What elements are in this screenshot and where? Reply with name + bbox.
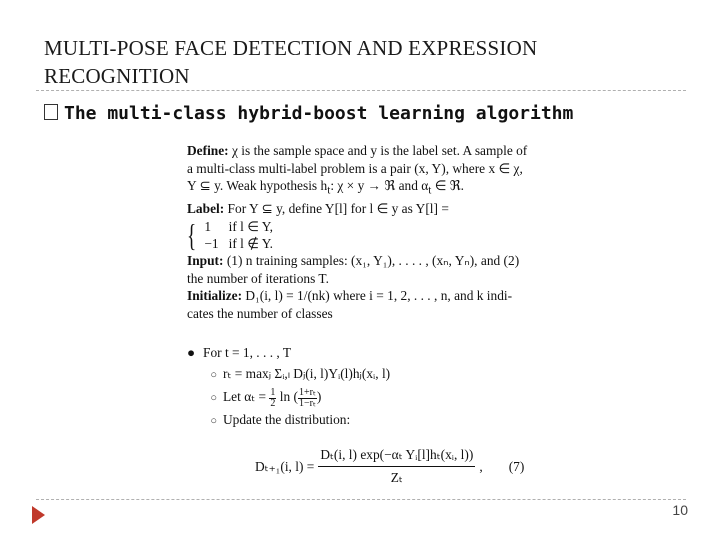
define-line-2: a multi-class multi-label problem is a pair (x, Y), where x ∈ χ, [187, 160, 523, 176]
bullet-item [44, 103, 573, 124]
label-cases [187, 218, 567, 252]
equation-fraction [318, 446, 475, 486]
top-divider [36, 90, 686, 91]
bullet-dot-icon: ● [187, 345, 196, 361]
step-for: ● For t = 1, . . . , T [187, 342, 567, 363]
slide-title [44, 34, 684, 90]
step-update: ○ Update the distribution: [187, 409, 567, 432]
init-line-1: Initialize: D₁(i, l) = 1/(nk) where i = 1, 2, . . . , n, and k indi- [187, 288, 513, 304]
checkbox-bullet-icon [44, 104, 58, 120]
title-line-2: RECOGNITION [44, 64, 190, 88]
define-line-1: Define: χ is the sample space and y is the label set. A sample of [187, 143, 528, 158]
bottom-divider [36, 499, 686, 500]
input-line-1: Input: (1) n training samples: (x₁, Y₁), . . . . , (xₙ, Yₙ), and (2) [187, 253, 520, 269]
init-line-2: cates the number of classes [187, 305, 333, 321]
case-row: 1 if l ∈ Y, [204, 219, 274, 235]
circle-bullet-icon: ○ [210, 415, 217, 428]
title-line-1: MULTI-POSE FACE DETECTION AND EXPRESSION [44, 36, 538, 60]
label-line: Label: For Y ⊆ y, define Y[l] for l ∈ y as Y[l] = [187, 201, 449, 217]
iteration-steps [187, 342, 567, 432]
update-equation: Dₜ₊₁(i, l) = $\frac{\text{Dₜ(i, l) exp(−αₜ Yᵢ[l]hₜ(xᵢ, l))}}{\text{Zₜ}}$ , (7) [255, 447, 525, 486]
step-r: ○ rₜ = maxⱼ Σᵢ,ₗ Dⱼ(i, l)Yᵢ(l)hⱼ(xᵢ, l) [187, 363, 567, 386]
equation-denominator: Zₜ [390, 470, 403, 486]
ratio-fraction: $\frac{\text{1+rₜ}}{\text{1−rₜ}}$ [298, 386, 316, 409]
equation-numerator: Dₜ(i, l) exp(−αₜ Yᵢ[l]hₜ(xᵢ, l)) [318, 446, 475, 467]
equation-lhs: Dₜ₊₁(i, l) = [255, 458, 315, 474]
page-number: 10 [672, 502, 688, 518]
brace-icon: { [187, 217, 197, 254]
case-row: −1 if l ∉ Y. [204, 236, 274, 252]
cases-table [204, 218, 283, 252]
step-alpha: ○ Let αₜ = $\frac{1}{2}$ ln ( $\frac{\text{1+rₜ}}{\text{1−rₜ}}$ ) [187, 386, 567, 409]
bullet-text: The multi-class hybrid-boost learning algorithm [64, 103, 574, 124]
circle-bullet-icon: ○ [210, 369, 217, 382]
input-line-2: the number of iterations T. [187, 270, 329, 286]
equation-number: (7) [508, 458, 525, 474]
define-line-3: Y ⊆ y. Weak hypothesis $h_t$: χ × y → ℜ and $\alpha_t$ ∈ ℜ. [187, 178, 465, 197]
algorithm-block [187, 142, 567, 487]
half-fraction: $\frac{1}{2}$ [270, 386, 276, 409]
circle-bullet-icon: ○ [210, 392, 217, 405]
red-arrow-icon [32, 506, 45, 524]
